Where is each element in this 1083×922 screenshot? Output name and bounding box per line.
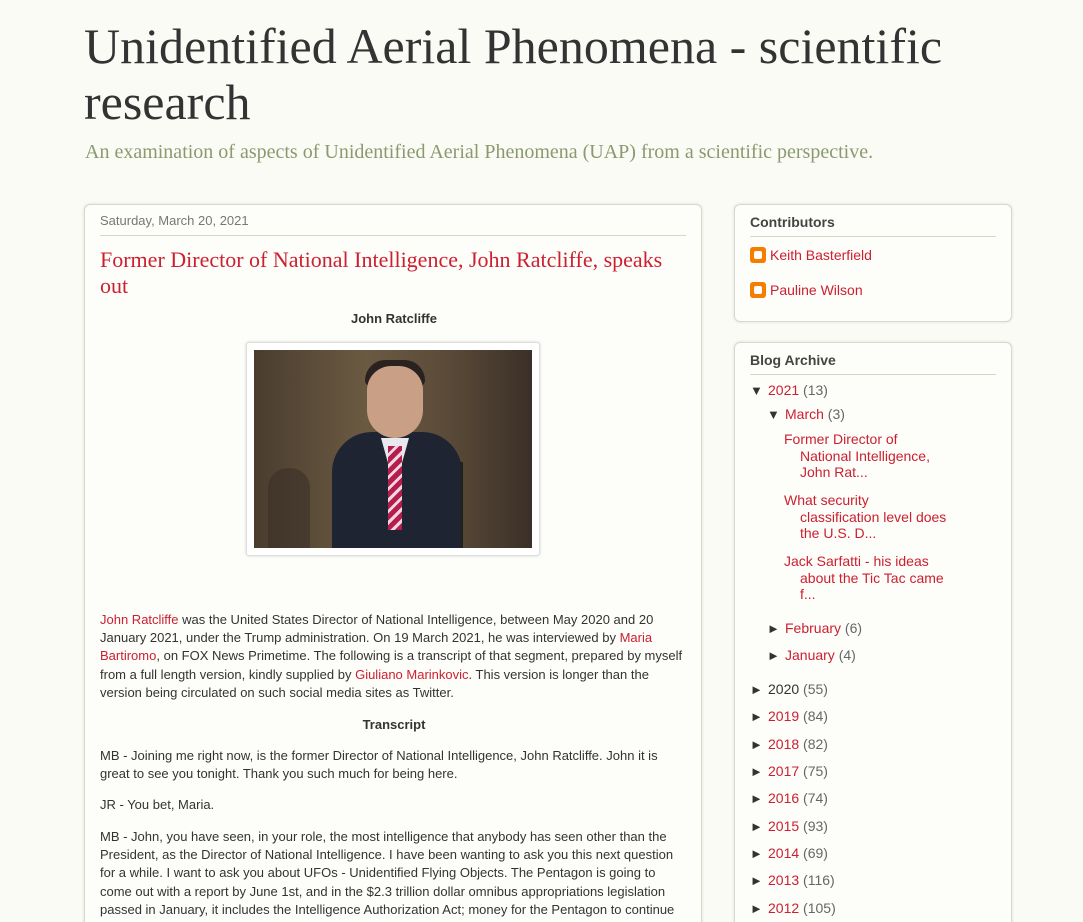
archive-month-february[interactable] [767, 620, 862, 636]
archive-count: (69) [803, 845, 828, 861]
archive-count: (4) [838, 647, 856, 663]
expand-toggle-icon[interactable]: ► [750, 791, 763, 806]
archive-title: Blog Archive [750, 343, 996, 375]
expand-toggle-icon[interactable]: ► [750, 901, 763, 916]
archive-year-2013[interactable] [750, 872, 835, 888]
archive-link-year[interactable]: 2019 [768, 708, 800, 724]
archive-link-year[interactable]: 2020 [768, 681, 800, 697]
photo-head [367, 366, 423, 438]
archive-year-2020[interactable] [750, 681, 828, 697]
archive-count: (105) [803, 900, 836, 916]
contributor-item[interactable] [750, 246, 996, 264]
archive-link-year[interactable]: 2015 [768, 818, 800, 834]
archive-year-2016[interactable] [750, 790, 828, 806]
archive-year-2015[interactable] [750, 818, 828, 834]
archive-link-year[interactable]: 2013 [768, 872, 800, 888]
archive-count: (93) [803, 818, 828, 834]
archive-post-link[interactable]: What security classification level does the U.S. D... [784, 492, 947, 542]
archive-link-year[interactable]: 2016 [768, 790, 800, 806]
contributors-title: Contributors [750, 205, 996, 237]
intro-text-3: . This version is longer than the version being circulated on such social media sites as Twitter. [100, 666, 649, 700]
archive-year-2018[interactable] [750, 736, 828, 752]
blog-title[interactable]: Unidentified Aerial Phenomena - scientific research [84, 18, 943, 130]
photo-microphone [460, 462, 463, 548]
expand-toggle-icon[interactable]: ► [767, 648, 780, 663]
post-date: Saturday, March 20, 2021 [100, 205, 686, 236]
archive-count: (13) [803, 382, 828, 398]
archive-count: (6) [844, 620, 863, 636]
collapse-toggle-icon[interactable]: ▼ [767, 407, 780, 422]
archive-post-link[interactable]: Former Director of National Intelligence, John Rat... [784, 431, 930, 481]
expand-toggle-icon[interactable]: ► [750, 873, 763, 888]
archive-link-year[interactable]: 2012 [768, 900, 800, 916]
post-intro-paragraph [100, 611, 690, 702]
photo-background-person [268, 468, 310, 548]
archive-year-2012[interactable] [750, 900, 836, 916]
link-john-ratcliffe[interactable]: John Ratcliffe [100, 612, 179, 627]
archive-count: (116) [803, 872, 835, 888]
blog-description: An examination of aspects of Unidentified Aerial Phenomena (UAP) from a scientific perspective. [85, 141, 874, 163]
contributor-item[interactable] [750, 281, 996, 299]
transcript-jr-1: JR - You bet, Maria. [100, 797, 215, 812]
expand-toggle-icon[interactable]: ► [750, 764, 763, 779]
archive-year-2014[interactable] [750, 845, 828, 861]
expand-toggle-icon[interactable]: ► [750, 819, 763, 834]
image-caption: John Ratcliffe [351, 311, 437, 326]
archive-link-february[interactable]: February [785, 620, 842, 636]
john-ratcliffe-photo [254, 350, 532, 548]
archive-count: (3) [827, 406, 845, 422]
post-title[interactable]: Former Director of National Intelligence, John Ratcliffe, speaks out [100, 247, 663, 298]
photo-tie [388, 446, 402, 530]
archive-year-2021[interactable] [750, 382, 828, 398]
archive-month-march[interactable] [767, 406, 845, 422]
expand-toggle-icon[interactable]: ► [750, 737, 763, 752]
contributor-link-pauline[interactable]: Pauline Wilson [770, 282, 863, 298]
archive-post-link[interactable]: Jack Sarfatti - his ideas about the Tic Tac came f... [784, 553, 944, 603]
main-post-column [84, 204, 702, 922]
contributors-widget [734, 204, 1012, 322]
archive-link-january[interactable]: January [785, 647, 835, 663]
post-image[interactable] [246, 342, 540, 556]
expand-toggle-icon[interactable]: ► [767, 621, 780, 636]
archive-count: (74) [803, 790, 828, 806]
archive-month-january[interactable] [767, 647, 856, 663]
archive-link-2021[interactable]: 2021 [768, 382, 800, 398]
expand-toggle-icon[interactable]: ► [750, 709, 763, 724]
archive-count: (82) [803, 736, 828, 752]
archive-year-2019[interactable] [750, 708, 828, 724]
archive-link-year[interactable]: 2018 [768, 736, 800, 752]
archive-link-year[interactable]: 2014 [768, 845, 800, 861]
archive-count: (75) [803, 763, 828, 779]
blogger-profile-icon [750, 247, 766, 263]
collapse-toggle-icon[interactable]: ▼ [750, 383, 763, 398]
archive-count: (84) [803, 708, 828, 724]
intro-text-1: was the United States Director of National Intelligence, between May 2020 and 20 January 2021, under the Trump administration. On 19 March 2021, he was interviewed by [100, 612, 654, 646]
blogger-profile-icon [750, 282, 766, 298]
intro-text-2: , on FOX News Primetime. The following is a transcript of that segment, prepared by myself from a full length version, kindly supplied by [100, 648, 683, 682]
expand-toggle-icon[interactable]: ► [750, 846, 763, 861]
archive-link-march[interactable]: March [785, 406, 824, 422]
transcript-heading: Transcript [362, 717, 426, 732]
contributor-link-keith[interactable]: Keith Basterfield [770, 247, 872, 263]
expand-toggle-icon[interactable]: ► [750, 682, 763, 697]
link-giuliano-marinkovic[interactable]: Giuliano Marinkovic [355, 666, 469, 682]
archive-link-year[interactable]: 2017 [768, 763, 800, 779]
transcript-mb-2: MB - John, you have seen, in your role, the most intelligence that anybody has seen other than the President, as the Director of National Intelligence. I have been wanting to ask you this next question for a while. I want to ask you about UFOs - Unidentified Flying Objects. The Pentagon is going to come out with a report by June 1st, and in the $2.3 trillion dollar omnibus appropriations legislation passed in January, it includes the Intelligence Authorization Act; money for the Pentagon to continue [100, 829, 675, 917]
blog-archive-widget [734, 342, 1012, 922]
archive-year-2017[interactable] [750, 763, 828, 779]
transcript-mb-1: MB - Joining me right now, is the former Director of National Intelligence, John Ratcliffe. John it is great to see you tonight. Thank you such much for being here. [100, 748, 658, 782]
link-maria-bartiromo[interactable]: Maria Bartiromo [100, 630, 653, 664]
archive-count: (55) [803, 681, 828, 697]
